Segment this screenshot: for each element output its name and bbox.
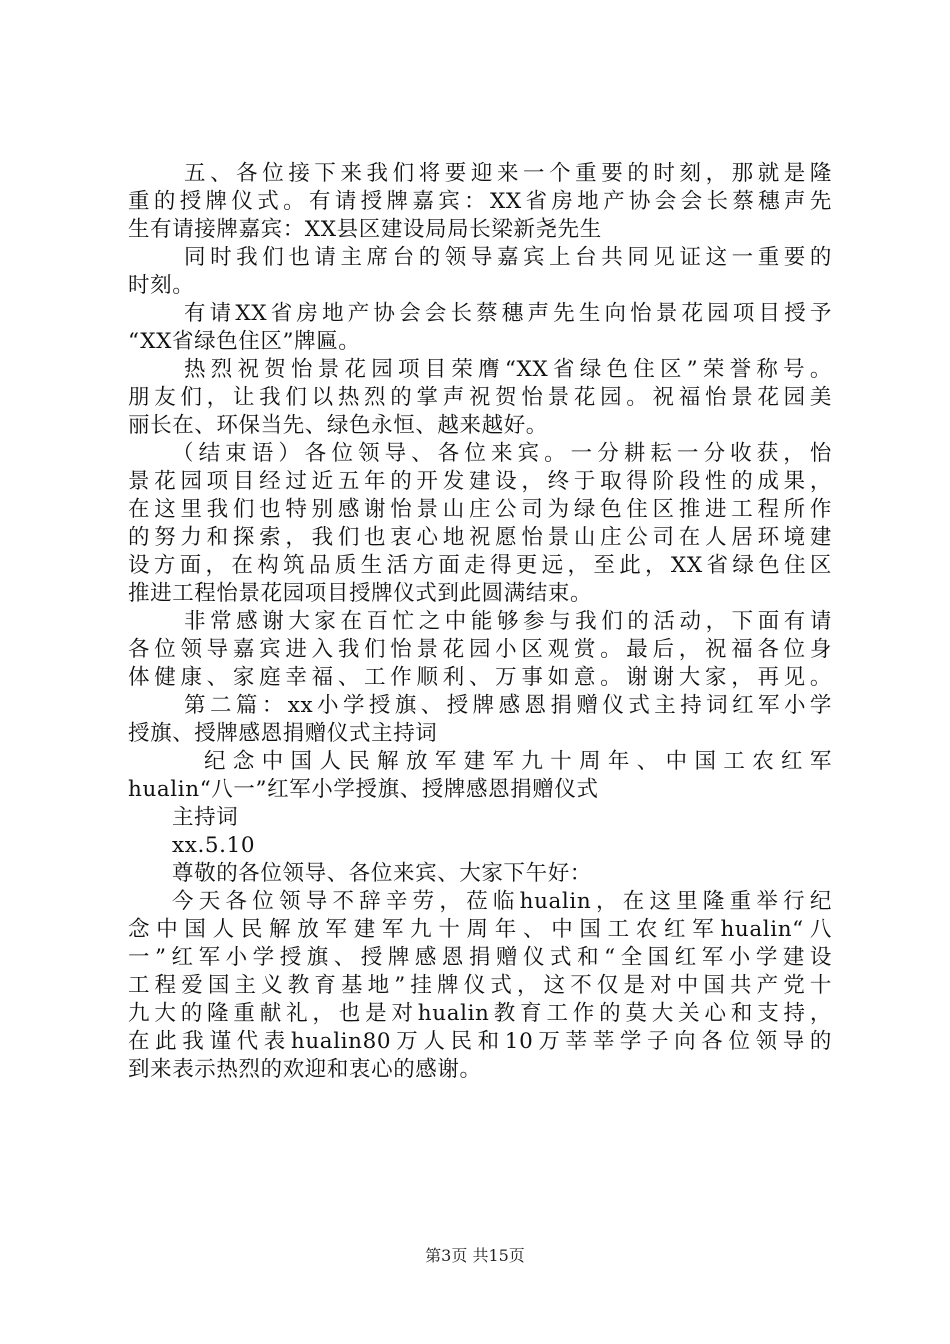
document-body <box>128 160 832 1084</box>
text-line: 朋友们，让我们以热烈的掌声祝贺怡景花园。祝福怡景花园美 <box>128 385 832 410</box>
text-line: 同时我们也请主席台的领导嘉宾上台共同见证这一重要的 <box>184 245 832 270</box>
text-line: 时刻。 <box>128 273 195 298</box>
text-line: 非常感谢大家在百忙之中能够参与我们的活动，下面有请 <box>184 609 832 634</box>
text-line: 授旗、授牌感恩捐赠仪式主持词 <box>128 721 438 746</box>
text-line: 主持词 <box>172 805 239 830</box>
text-line: 体健康、家庭幸福、工作顺利、万事如意。谢谢大家，再见。 <box>128 665 832 690</box>
text-line: 工程爱国主义教育基地”挂牌仪式，这不仅是对中国共产党十 <box>128 973 832 998</box>
text-line: （结束语）各位领导、各位来宾。一分耕耘一分收获，怡 <box>172 441 832 466</box>
text-line: 念中国人民解放军建军九十周年、中国工农红军hualin“八 <box>128 917 832 942</box>
text-line: 推进工程怡景花园项目授牌仪式到此圆满结束。 <box>128 581 593 606</box>
text-line: hualin“八一”红军小学授旗、授牌感恩捐赠仪式 <box>128 777 599 802</box>
text-line: 在这里我们也特别感谢怡景山庄公司为绿色住区推进工程所作 <box>128 497 832 522</box>
text-line: 的努力和探索，我们也衷心地祝愿怡景山庄公司在人居环境建 <box>128 525 832 550</box>
text-line: xx.5.10 <box>172 833 256 858</box>
text-line: 生有请接牌嘉宾：XX县区建设局局长梁新尧先生 <box>128 217 602 242</box>
text-line: 纪念中国人民解放军建军九十周年、中国工农红军 <box>204 749 832 774</box>
text-line: 到来表示热烈的欢迎和衷心的感谢。 <box>128 1057 482 1082</box>
text-line: 各位领导嘉宾进入我们怡景花园小区观赏。最后，祝福各位身 <box>128 637 832 662</box>
text-line: 五、各位接下来我们将要迎来一个重要的时刻，那就是隆 <box>184 161 832 186</box>
text-line: 尊敬的各位领导、各位来宾、大家下午好： <box>172 861 592 886</box>
text-line: 九大的隆重献礼，也是对hualin教育工作的莫大关心和支持， <box>128 1001 832 1026</box>
text-line: 景花园项目经过近五年的开发建设，终于取得阶段性的成果， <box>128 469 832 494</box>
text-line: 设方面，在构筑品质生活方面走得更远，至此，XX省绿色住区 <box>128 553 832 578</box>
text-line: 今天各位领导不辞辛劳，莅临hualin，在这里隆重举行纪 <box>172 889 832 914</box>
text-line: 重的授牌仪式。有请授牌嘉宾：XX省房地产协会会长蔡穗声先 <box>128 189 832 214</box>
text-line: 一”红军小学授旗、授牌感恩捐赠仪式和“全国红军小学建设 <box>128 945 832 970</box>
text-line: 丽长在、环保当先、绿色永恒、越来越好。 <box>128 413 548 438</box>
page-number-footer: 第3页 共15页 <box>425 1246 525 1265</box>
text-line: 第二篇：xx小学授旗、授牌感恩捐赠仪式主持词红军小学 <box>184 693 832 718</box>
text-line: 热烈祝贺怡景花园项目荣膺“XX省绿色住区”荣誉称号。 <box>184 357 832 382</box>
text-line: “XX省绿色住区”牌匾。 <box>128 329 361 354</box>
text-line: 有请XX省房地产协会会长蔡穗声先生向怡景花园项目授予 <box>184 301 832 326</box>
text-line: 在此我谨代表hualin80万人民和10万莘莘学子向各位领导的 <box>128 1029 832 1054</box>
